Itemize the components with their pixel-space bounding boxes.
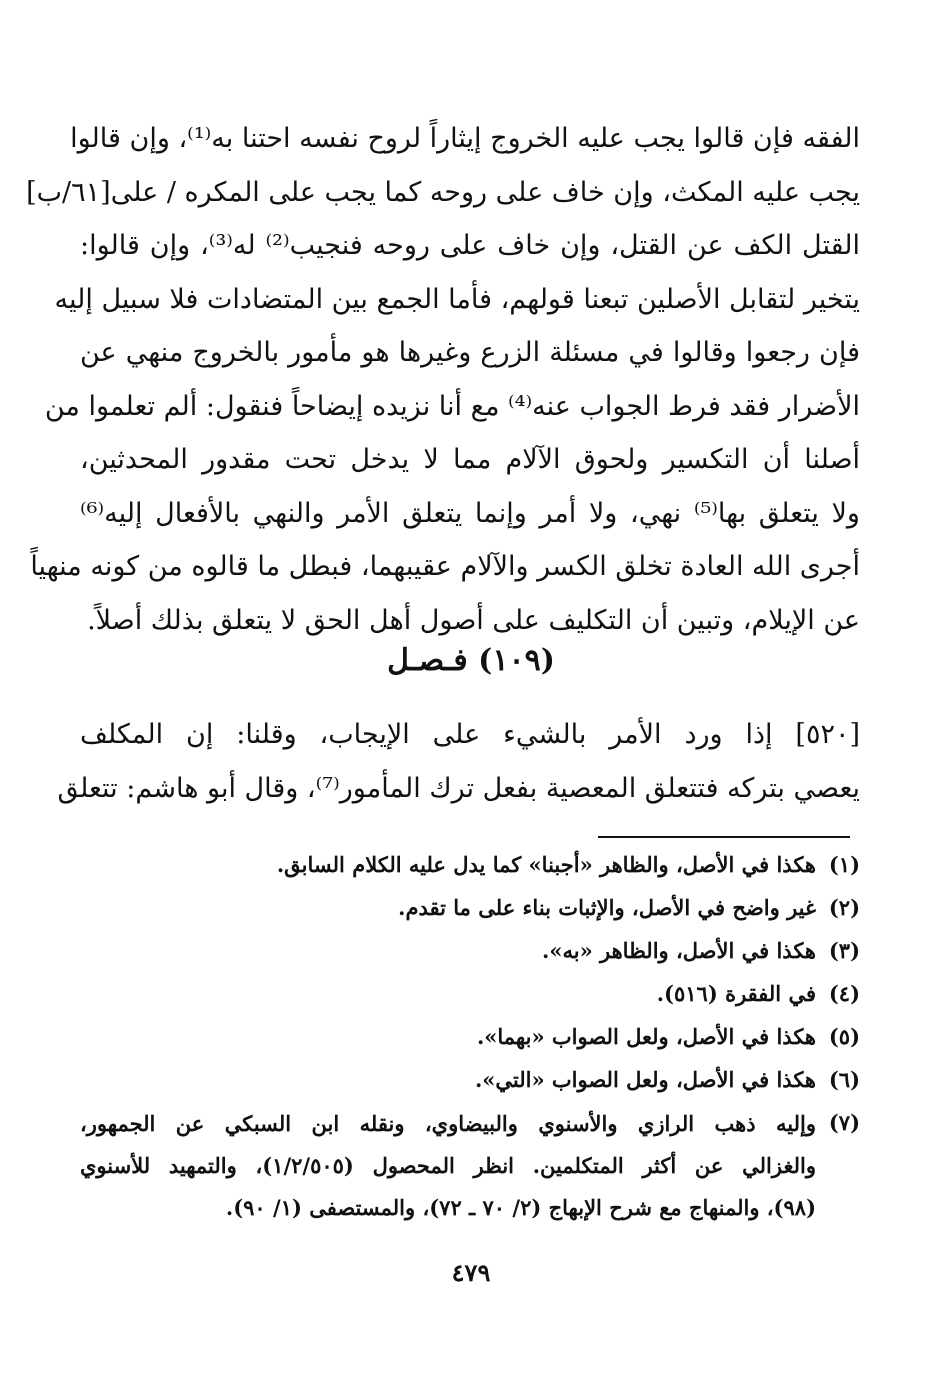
text-line: يتخير لتقابل الأصلين تبعنا قولهم، فأما الجمع بين المتضادات فلا سبيل إليه: [54, 283, 860, 315]
footnote-number: (٢): [828, 895, 860, 920]
text-line: يعصي بتركه فتتعلق المعصية بفعل ترك المأمور⁽⁷⁾، وقال أبو هاشم: تتعلق: [57, 773, 860, 804]
section-paragraph: [57, 708, 860, 816]
footnote: [80, 1060, 860, 1103]
footnote-separator: [598, 836, 850, 838]
section-heading: (١٠٩) فـصـل: [387, 643, 555, 678]
text-line: يجب عليه المكث، وإن خاف على روحه كما يجب على المكره / على[٦١/ب]: [26, 176, 860, 208]
footnote: [80, 1103, 860, 1229]
footnote: [80, 974, 860, 1017]
footnote-number: (٦): [828, 1067, 860, 1092]
footnote-text: هكذا في الأصل، والظاهر «به».: [542, 938, 816, 963]
text-line: الفقه فإن قالوا يجب عليه الخروج إيثاراً لروح نفسه احتنا به⁽¹⁾، وإن قالوا: [70, 123, 860, 154]
footnote-line: والغزالي عن أكثر المتكلمين. انظر المحصول (١/٢/٥٠٥)، والتمهيد للأسنوي: [80, 1153, 816, 1178]
text-line: القتل الكف عن القتل، وإن خاف على روحه فنجيب⁽²⁾ له⁽³⁾، وإن قالوا:: [80, 230, 860, 261]
text-line: [٥٢٠] إذا ورد الأمر بالشيء على الإيجاب، وقلنا: إن المكلف: [80, 719, 860, 750]
footnote-number: (١): [828, 852, 860, 877]
footnote-number: (٤): [828, 981, 860, 1006]
footnotes: [80, 845, 860, 1229]
footnote-number: (٧): [828, 1110, 860, 1135]
footnote: [80, 888, 860, 931]
page-number: ٤٧٩: [451, 1258, 491, 1287]
footnote-text: هكذا في الأصل، والظاهر «أجبنا» كما يدل عليه الكلام السابق.: [276, 852, 816, 877]
footnote: [80, 931, 860, 974]
footnote-text: هكذا في الأصل، ولعل الصواب «بهما».: [476, 1024, 816, 1049]
footnote-number: (٥): [828, 1024, 860, 1049]
text-line: أصلنا أن التكسير ولحوق الآلام مما لا يدخل تحت مقدور المحدثين،: [80, 444, 860, 475]
footnote: [80, 1017, 860, 1060]
main-paragraph: [26, 112, 860, 647]
text-line: أجرى الله العادة تخلق الكسر والآلام عقيبهما، فبطل ما قالوه من كونه منهياً: [30, 551, 860, 582]
footnote-text: هكذا في الأصل، ولعل الصواب «التي».: [474, 1067, 816, 1092]
footnote-text: [80, 1103, 816, 1229]
footnote-line: وإليه ذهب الرازي والأسنوي والبيضاوي، ونقله ابن السبكي عن الجمهور،: [80, 1111, 816, 1136]
footnote: [80, 845, 860, 888]
text-line: الأضرار فقد فرط الجواب عنه⁽⁴⁾ مع أنا نزيده إيضاحاً فنقول: ألم تعلموا من: [44, 390, 860, 422]
footnote-text: غير واضح في الأصل، والإثبات بناء على ما تقدم.: [398, 895, 816, 920]
text-line: ولا يتعلق بها⁽⁵⁾ نهي، ولا أمر وإنما يتعلق الأمر والنهي بالأفعال إليه⁽⁶⁾: [80, 497, 860, 529]
footnote-number: (٣): [828, 938, 860, 963]
footnote-text: في الفقرة (٥١٦).: [656, 981, 816, 1006]
text-line: فإن رجعوا وقالوا في مسئلة الزرع وغيرها هو مأمور بالخروج منهي عن: [80, 337, 860, 368]
text-line: عن الإيلام، وتبين أن التكليف على أصول أهل الحق لا يتعلق بذلك أصلاً.: [87, 604, 860, 636]
footnote-line: (٩٨)، والمنهاج مع شرح الإبهاج (٢/ ٧٠ ـ ٧٢)، والمستصفى (١/ ٩٠).: [225, 1195, 816, 1220]
